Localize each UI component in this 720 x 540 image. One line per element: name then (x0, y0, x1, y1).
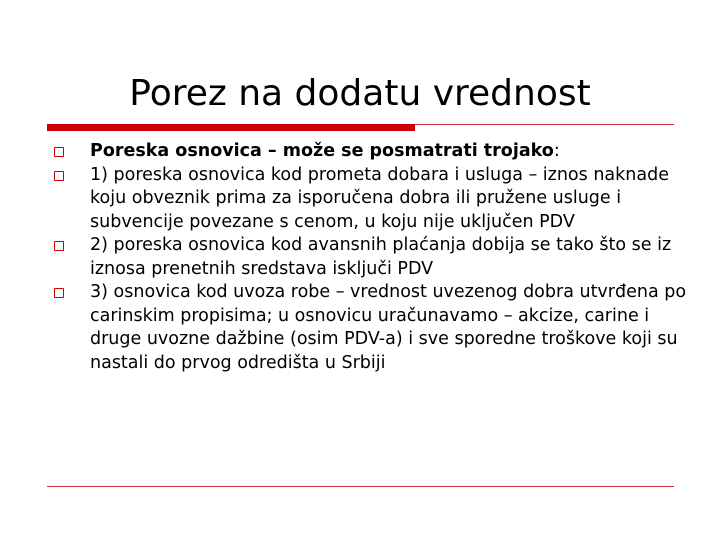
hollow-square-icon (54, 241, 64, 251)
slide-title: Porez na dodatu vrednost (129, 73, 591, 114)
hollow-square-icon (54, 171, 64, 181)
bullet-heading-colon: : (553, 141, 560, 161)
bullet-item-heading (52, 140, 692, 164)
bullet-heading-bold-text: Poreska osnovica – može se posmatrati trojako (90, 141, 554, 161)
hollow-square-icon (54, 288, 64, 298)
bullet-text-3: 3) osnovica kod uvoza robe – vrednost uvezenog dobra utvrđena po carinskim propisima; u osnovicu uračunavamo – akcize, carine i druge uvozne dažbine (osim PDV-a) i sve sporedne troškove koji su nastali do prvog odredišta u Srbiji (90, 282, 687, 373)
bullet-list (52, 140, 692, 375)
hollow-square-icon (54, 147, 64, 157)
title-underline (47, 124, 674, 125)
footer-rule (47, 486, 674, 487)
bullet-item-2 (52, 234, 692, 281)
title-underline-red-bar (47, 124, 415, 131)
bullet-text-2: 2) poreska osnovica kod avansnih plaćanja dobija se tako što se iz iznosa prenetnih sredstava isključi PDV (90, 235, 672, 279)
bullet-item-1 (52, 164, 692, 235)
bullet-item-3 (52, 281, 692, 375)
bullet-text-1: 1) poreska osnovica kod prometa dobara i usluga – iznos naknade koju obveznik prima za isporučena dobra ili pružene usluge i subvencije povezane s cenom, u koju nije uključen PDV (90, 164, 669, 232)
